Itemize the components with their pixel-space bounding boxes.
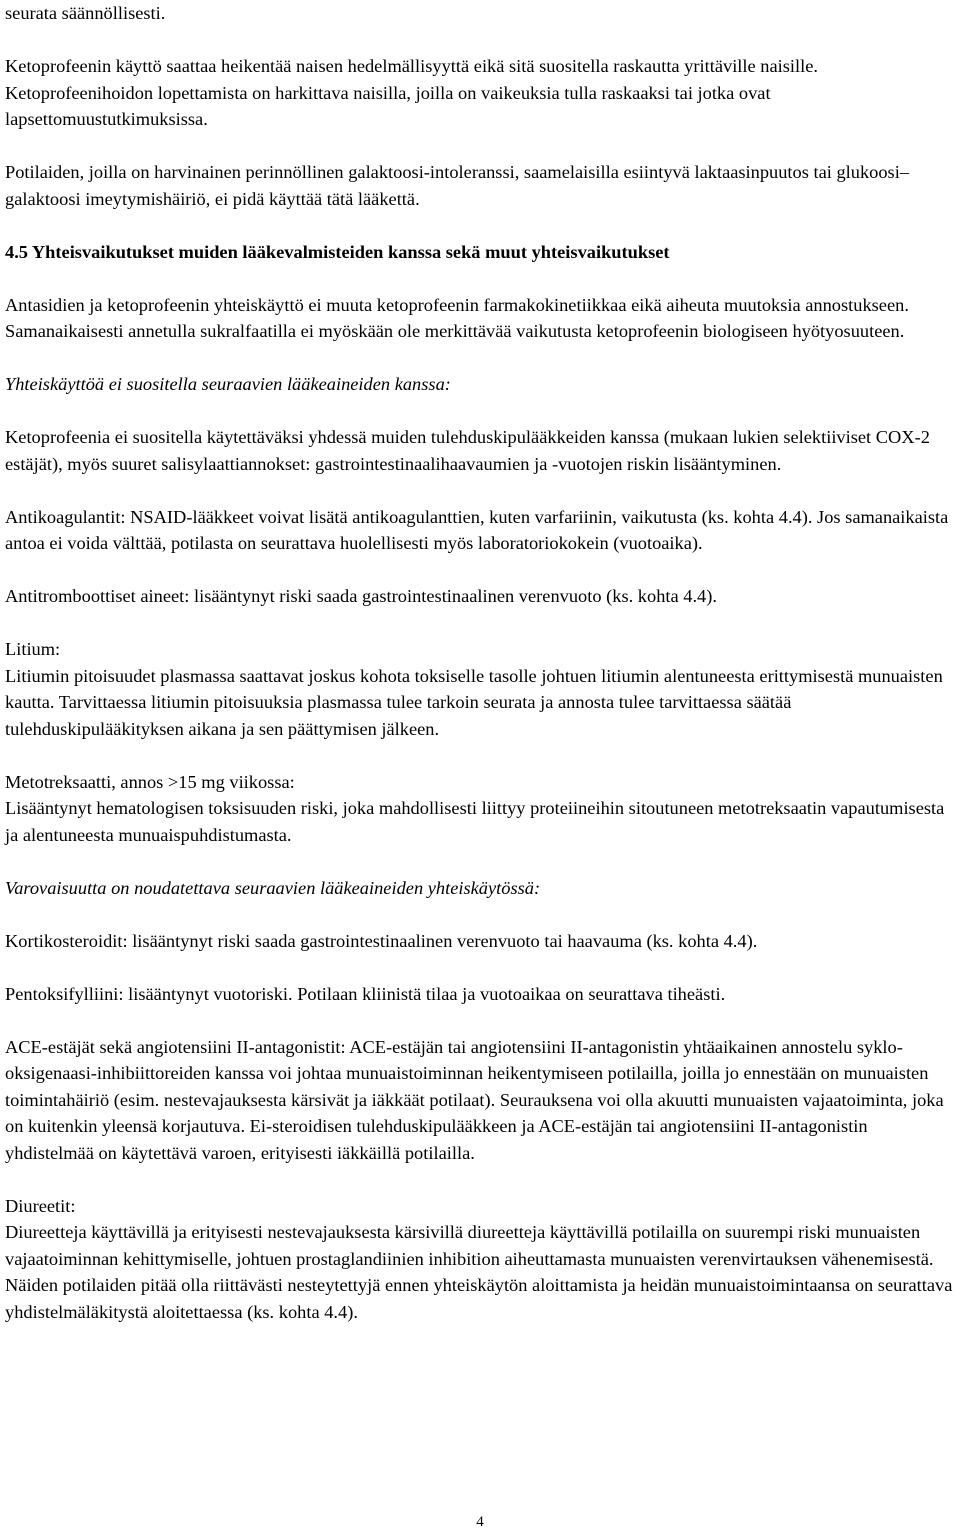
- paragraph-ace-inhibitors: ACE-estäjät sekä angiotensiini II-antagonistit: ACE-estäjän tai angiotensiini II-antagonistin yhtäaikainen annostelu syklo-oksigenaasi-inhibiittoreiden kanssa voi johtaa munuaistoiminnan heikentymiseen potilailla, joilla jo ennestään on munuaisten toimintahäiriö (esim. nestevajauksesta kärsivät ja iäkkäät potilaat). Seurauksena voi olla akuutti munuaisten vajaatoiminta, joka on kuitenkin yleensä korjautuva. Ei-steroidisen tulehduskipulääkkeen ja ACE-estäjän tai angiotensiini II-antagonistin yhdistelmää on käytettävä varoen, erityisesti iäkkäillä potilailla.: [5, 1036, 944, 1163]
- paragraph-diuretics: Diureetteja käyttävillä ja erityisesti nestevajauksesta kärsivillä diureetteja käyttävillä potilailla on suurempi riski munuaisten vajaatoiminnan kehittymiselle, johtuen prostaglandiinien inhibition aiheuttamasta munuaisten verenvirtauksen vähenemisestä. Näiden potilaiden pitää olla riittävästi nesteytettyjä ennen yhteiskäytön aloittamista ja heidän munuaistoimintaansa on seurattava yhdistelmäläkitystä aloitettaessa (ks. kohta 4.4).: [5, 1222, 953, 1322]
- label-methotrexate: Metotreksaatti, annos >15 mg viikossa:: [5, 771, 295, 792]
- paragraph-antacids: Antasidien ja ketoprofeenin yhteiskäyttö ei muuta ketoprofeenin farmakokinetiikkaa eikä aiheuta muutoksia annostukseen. Samanaikaisesti annetulla sukralfaatilla ei myöskään ole merkittävää vaikutusta ketoprofeenin biologiseen hyötyosuuteen.: [5, 294, 909, 341]
- label-lithium: Litium:: [5, 639, 61, 659]
- paragraph-anticoagulants: Antikoagulantit: NSAID-lääkkeet voivat lisätä antikoagulanttien, kuten varfariinin, vaikutusta (ks. kohta 4.4). Jos samanaikaista antoa ei voida välttää, potilasta on seurattava huolellisesti myös laboratoriokokein (vuotoaika).: [5, 506, 949, 553]
- paragraph-pentoxifylline: Pentoksifylliini: lisääntynyt vuotoriski. Potilaan kliinistä tilaa ja vuotoaikaa on seurattava tiheästi.: [5, 983, 726, 1004]
- paragraph-continuation: seurata säännöllisesti.: [5, 3, 166, 23]
- paragraph-nsaids: Ketoprofeenia ei suositella käytettäväksi yhdessä muiden tulehduskipulääkkeiden kanssa (mukaan lukien selektiiviset COX-2 estäjät), myös suuret salisylaattiannokset: gastrointestinaalihaavaumien ja -vuotojen riskin lisääntyminen.: [5, 427, 930, 474]
- page-number: 4: [476, 1514, 484, 1530]
- paragraph-fertility: Ketoprofeenin käyttö saattaa heikentää naisen hedelmällisyyttä eikä sitä suositella raskautta yrittäville naisille. Ketoprofeenihoidon lopettamista on harkittava naisilla, joilla on vaikeuksia tulla raskaaksi tai jotka ovat lapsettomuustutkimuksissa.: [5, 56, 818, 129]
- paragraph-antithrombotics: Antitromboottiset aineet: lisääntynyt riski saada gastrointestinaalinen verenvuoto (ks. kohta 4.4).: [5, 586, 717, 606]
- italic-subheading-not-recommended: Yhteiskäyttöä ei suositella seuraavien lääkeaineiden kanssa:: [5, 374, 451, 394]
- paragraph-lithium: Litiumin pitoisuudet plasmassa saattavat joskus kohota toksiselle tasolle johtuen litiumin alentuneesta erittymisestä munuaisten kautta. Tarvittaessa litiumin pitoisuuksia plasmassa tulee tarkoin seurata ja annosta tulee tarvittaessa säätää tulehduskipulääkityksen aikana ja sen päättymisen jälkeen.: [5, 665, 943, 739]
- section-heading-4-5: 4.5 Yhteisvaikutukset muiden lääkevalmisteiden kanssa sekä muut yhteisvaikutukset: [5, 241, 670, 262]
- label-diuretics: Diureetit:: [5, 1195, 76, 1216]
- italic-subheading-caution: Varovaisuutta on noudatettava seuraavien lääkeaineiden yhteiskäytössä:: [5, 877, 541, 898]
- paragraph-methotrexate: Lisääntynyt hematologisen toksisuuden riski, joka mahdollisesti liittyy proteiineihin sitoutuneen metotreksaatin vapautumisesta ja alentuneesta munuaispuhdistumasta.: [5, 798, 945, 845]
- document-page: [5, 0, 955, 1325]
- paragraph-galactose: Potilaiden, joilla on harvinainen perinnöllinen galaktoosi-intoleranssi, saamelaisilla esiintyvä laktaasinpuutos tai glukoosi–galaktoosi imeytymishäiriö, ei pidä käyttää tätä lääkettä.: [5, 162, 910, 209]
- paragraph-corticosteroids: Kortikosteroidit: lisääntynyt riski saada gastrointestinaalinen verenvuoto tai haavauma (ks. kohta 4.4).: [5, 930, 758, 951]
